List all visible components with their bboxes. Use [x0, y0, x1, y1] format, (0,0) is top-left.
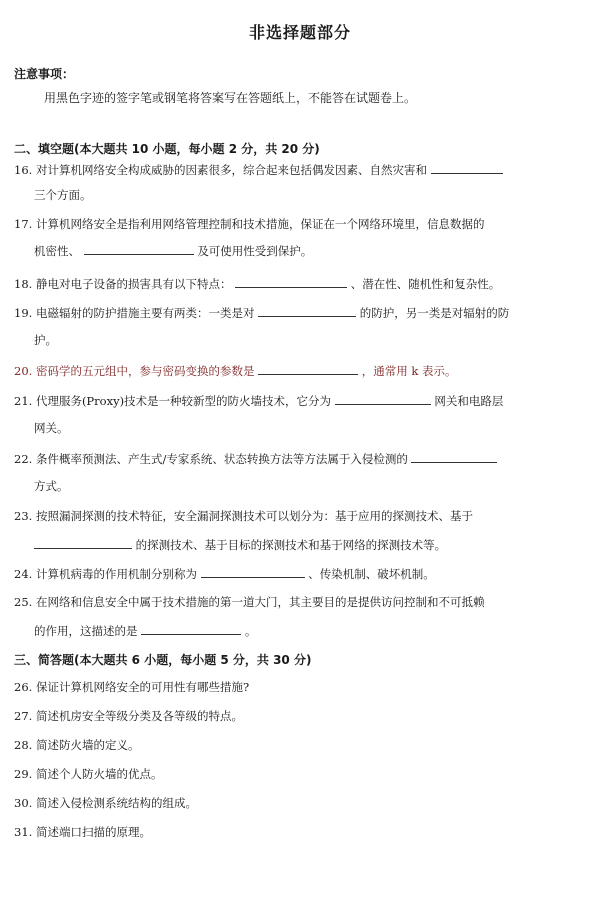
question-31: 31. 简述端口扫描的原理。: [14, 825, 151, 839]
question-23-text-end: 的探测技术、基于目标的探测技术和基于网络的探测技术等。: [135, 538, 447, 552]
question-24-text-end: 、传染机制、破坏机制。: [308, 567, 435, 581]
answer-blank[interactable]: [258, 362, 358, 375]
question-25: 25. 在网络和信息安全中属于技术措施的第一道大门，其主要目的是提供访问控制和不可抵赖: [14, 595, 485, 609]
question-24-text: 24. 计算机病毒的作用机制分别称为: [14, 567, 197, 581]
answer-blank[interactable]: [411, 450, 497, 463]
answer-blank[interactable]: [431, 161, 503, 174]
question-17: 17. 计算机网络安全是指利用网络管理控制和技术措施，保证在一个网络环境里，信息数据的: [14, 217, 485, 231]
question-25-cont: [34, 622, 588, 639]
question-22-cont: 方式。: [34, 479, 69, 493]
question-19-text: 19. 电磁辐射的防护措施主要有两类：一类是对: [14, 306, 255, 320]
question-17-text-end: 及可使用性受到保护。: [197, 244, 313, 258]
question-21: [14, 392, 588, 409]
question-25-text-end: 。: [244, 624, 257, 638]
question-16-text: 16. 对计算机网络安全构成威胁的因素很多，综合起来包括偶发因素、自然灾害和: [14, 163, 427, 177]
notice-heading: 注意事项：: [14, 67, 75, 81]
question-24: [14, 565, 588, 582]
question-18-text: 18. 静电对电子设备的损害具有以下特点：: [14, 277, 232, 291]
question-23: 23. 按照漏洞探测的技术特征，安全漏洞探测技术可以划分为：基于应用的探测技术、基于: [14, 509, 473, 523]
answer-blank[interactable]: [335, 392, 431, 405]
question-19: [14, 304, 588, 321]
question-23-cont: [34, 536, 588, 553]
question-26: 26. 保证计算机网络安全的可用性有哪些措施?: [14, 680, 250, 694]
question-22-text: 22. 条件概率预测法、产生式/专家系统、状态转换方法等方法属于入侵检测的: [14, 452, 408, 466]
question-30: 30. 简述入侵检测系统结构的组成。: [14, 796, 197, 810]
page-title: 非选择题部分: [248, 23, 351, 42]
question-18: [14, 275, 588, 292]
question-17-text: 机密性、: [34, 244, 80, 258]
question-21-text-end: 网关和电路层: [434, 394, 504, 408]
question-16-cont: 三个方面。: [34, 188, 92, 202]
question-28: 28. 简述防火墙的定义。: [14, 738, 140, 752]
answer-blank[interactable]: [258, 304, 356, 317]
question-27: 27. 简述机房安全等级分类及各等级的特点。: [14, 709, 243, 723]
question-20: [14, 362, 588, 379]
question-20-text-end: ，通常用 k 表示。: [361, 364, 457, 378]
answer-blank[interactable]: [141, 622, 241, 635]
question-18-text-end: 、潜在性、随机性和复杂性。: [350, 277, 501, 291]
question-29: 29. 简述个人防火墙的优点。: [14, 767, 163, 781]
answer-blank[interactable]: [34, 536, 132, 549]
question-20-text: 20. 密码学的五元组中，参与密码变换的参数是: [14, 364, 255, 378]
answer-blank[interactable]: [84, 242, 194, 255]
question-19-text-end: 的防护，另一类是对辐射的防: [359, 306, 510, 320]
question-21-cont: 网关。: [34, 421, 69, 435]
question-17-cont: [34, 242, 588, 259]
question-21-text: 21. 代理服务(Proxy)技术是一种较新型的防火墙技术，它分为: [14, 394, 332, 408]
question-19-cont: 护。: [34, 333, 57, 347]
question-16: [14, 161, 588, 178]
answer-blank[interactable]: [235, 275, 347, 288]
section2-heading: 二、填空题(本大题共 10 小题，每小题 2 分，共 20 分): [14, 142, 320, 156]
section3-heading: 三、简答题(本大题共 6 小题，每小题 5 分，共 30 分): [14, 653, 312, 667]
notice-body: 用黑色字迹的签字笔或钢笔将答案写在答题纸上，不能答在试题卷上。: [44, 91, 417, 105]
answer-blank[interactable]: [201, 565, 305, 578]
question-22: [14, 450, 588, 467]
question-25-text: 的作用，这描述的是: [34, 624, 138, 638]
